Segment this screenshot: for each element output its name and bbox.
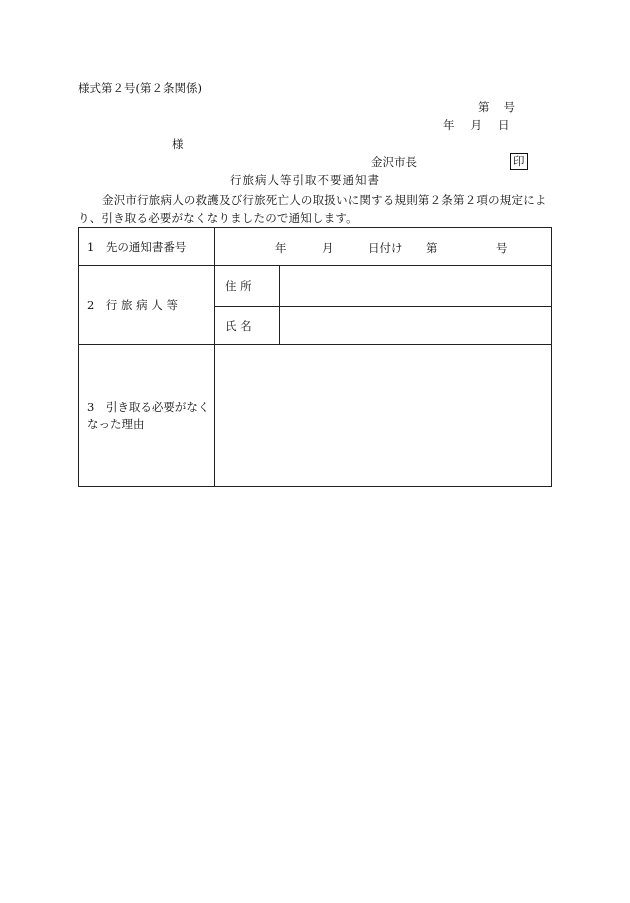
notice-number-prefix: 第	[426, 241, 438, 255]
document-number-line	[478, 100, 515, 114]
name-field	[280, 307, 552, 345]
address-field	[280, 266, 552, 307]
reason-label: 3 引き取る必要がなくなった理由	[79, 345, 215, 487]
address-label: 住 所	[215, 266, 280, 307]
notice-dated: 日付け	[368, 241, 403, 255]
document-title: 行旅病人等引取不要通知書	[230, 173, 380, 187]
seal-mark: 印	[510, 153, 528, 170]
body-paragraph: 金沢市行旅病人の救護及び行旅死亡人の取扱いに関する規則第２条第２項の規定により、引き取る必要がなくなりましたので通知します。	[78, 193, 547, 225]
document-date-line	[443, 118, 510, 132]
number-suffix: 号	[503, 100, 515, 114]
notice-year: 年	[275, 241, 287, 255]
table-row	[79, 266, 552, 307]
traveler-label: 2 行 旅 病 人 等	[79, 266, 215, 345]
notice-number-suffix: 号	[496, 241, 508, 255]
addressee-suffix: 様	[172, 137, 184, 151]
table-row	[79, 345, 552, 487]
notice-month: 月	[322, 241, 334, 255]
date-year: 年	[443, 118, 455, 132]
previous-notice-label: 1 先の通知書番号	[79, 228, 215, 266]
number-prefix: 第	[478, 100, 490, 114]
form-number-label: 様式第２号(第２条関係)	[78, 81, 202, 95]
name-label: 氏 名	[215, 307, 280, 345]
reason-field	[215, 345, 552, 487]
date-month: 月	[470, 118, 482, 132]
table-row	[79, 228, 552, 266]
issuer-name: 金沢市長	[371, 155, 417, 169]
date-day: 日	[498, 118, 510, 132]
form-table	[78, 227, 552, 487]
previous-notice-value	[215, 228, 552, 266]
